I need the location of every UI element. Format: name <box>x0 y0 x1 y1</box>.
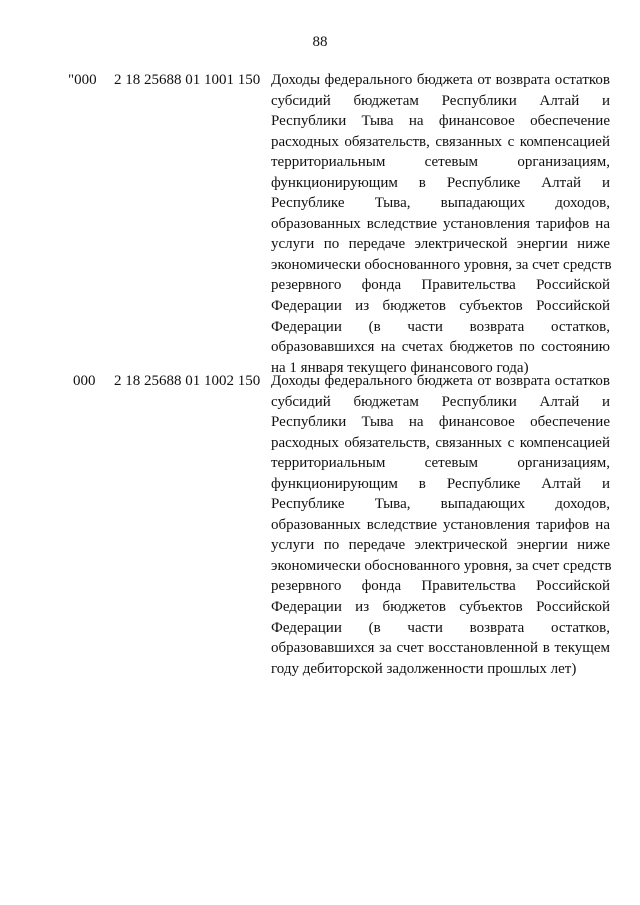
description-line: образованных вследствие установления тарифов на <box>271 516 610 533</box>
description-line: Доходы федерального бюджета от возврата остатков <box>271 72 610 88</box>
administrator-code: 000 <box>73 373 96 389</box>
description-line: образовавшихся за счет восстановленной в текущем <box>271 640 610 657</box>
budget-classification-code: 2 18 25688 01 1001 150 <box>114 72 261 88</box>
description-line: образовавшихся на счетах бюджетов по состоянию <box>271 339 610 356</box>
description-line: функционирующим в Республике Алтай и <box>271 475 610 492</box>
income-description <box>271 371 610 679</box>
description-line: расходных обязательств, связанных с компенсацией <box>271 133 610 150</box>
description-line: субсидий бюджетам Республики Алтай и <box>271 393 610 410</box>
description-line: на 1 января текущего финансового года) <box>271 359 529 376</box>
description-line: услуги по передаче электрической энергии ниже <box>271 236 610 253</box>
description-line: образованных вследствие установления тарифов на <box>271 215 610 232</box>
description-line: Республике Тыва, выпадающих доходов, <box>271 195 610 212</box>
description-line: Федерации из бюджетов субъектов Российской <box>271 599 610 616</box>
description-line: Федерации (в части возврата остатков, <box>271 318 610 335</box>
description-line: Доходы федерального бюджета от возврата остатков <box>271 373 610 389</box>
description-line: территориальным сетевым организациям, <box>271 154 610 171</box>
description-line: услуги по передаче электрической энергии ниже <box>271 537 610 554</box>
description-line: функционирующим в Республике Алтай и <box>271 174 610 191</box>
budget-classification-code: 2 18 25688 01 1002 150 <box>114 373 261 389</box>
description-line: резервного фонда Правительства Российской <box>271 277 610 294</box>
income-description <box>271 70 610 378</box>
description-line: Республики Тыва на финансовое обеспечение <box>271 414 610 431</box>
description-line: Федерации (в части возврата остатков, <box>271 619 610 636</box>
description-line: году дебиторской задолженности прошлых лет) <box>271 660 577 677</box>
description-line: экономически обоснованного уровня, за счет средств <box>271 256 612 273</box>
description-line: Республики Тыва на финансовое обеспечение <box>271 113 610 130</box>
administrator-code: "000 <box>68 72 97 88</box>
description-line: расходных обязательств, связанных с компенсацией <box>271 434 610 451</box>
description-line: Республике Тыва, выпадающих доходов, <box>271 496 610 513</box>
description-line: экономически обоснованного уровня, за счет средств <box>271 557 612 574</box>
description-line: Федерации из бюджетов субъектов Российской <box>271 298 610 315</box>
description-line: резервного фонда Правительства Российской <box>271 578 610 595</box>
description-line: субсидий бюджетам Республики Алтай и <box>271 92 610 109</box>
description-line: территориальным сетевым организациям, <box>271 455 610 472</box>
page-number: 88 <box>312 34 328 50</box>
